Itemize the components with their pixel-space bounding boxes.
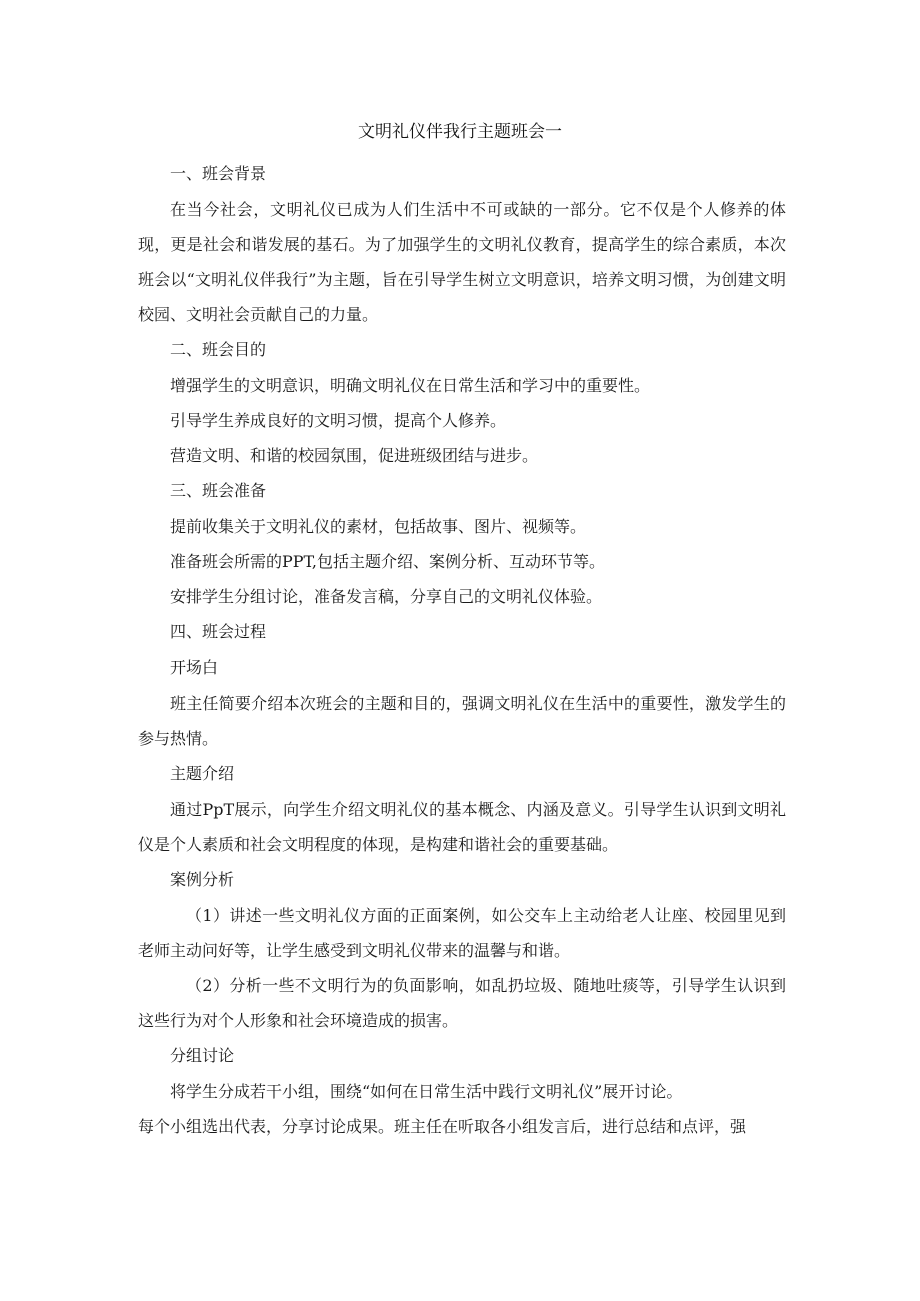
goal-item: 营造文明、和谐的校园氛围，促进班级团结与进步。 bbox=[170, 446, 539, 465]
theme-label: 主题介绍 bbox=[170, 764, 235, 783]
discussion-label: 分组讨论 bbox=[170, 1046, 235, 1065]
section-heading-background: 一、班会背景 bbox=[170, 164, 267, 183]
preparation-item: 提前收集关于文明礼仪的素材，包括故事、图片、视频等。 bbox=[170, 517, 587, 536]
document-body bbox=[138, 156, 786, 1144]
background-paragraph: 在当今社会，文明礼仪已成为人们生活中不可或缺的一部分。它不仅是个人修养的体现，更是社会和谐发展的基石。为了加强学生的文明礼仪教育，提高学生的综合素质，本次班会以“文明礼仪伴我行”为主题，旨在引导学生树立文明意识，培养文明习惯，为创建文明校园、文明社会贡献自己的力量。 bbox=[138, 200, 786, 324]
section-heading-goals: 二、班会目的 bbox=[170, 340, 267, 359]
opening-label: 开场白 bbox=[170, 658, 219, 677]
cases-label: 案例分析 bbox=[170, 870, 235, 889]
case-item: （1）讲述一些文明礼仪方面的正面案例，如公交车上主动给老人让座、校园里见到老师主动问好等，让学生感受到文明礼仪带来的温馨与和谐。 bbox=[138, 906, 786, 960]
section-heading-preparation: 三、班会准备 bbox=[170, 481, 267, 500]
section-heading-process: 四、班会过程 bbox=[170, 622, 267, 641]
document-title: 文明礼仪伴我行主题班会一 bbox=[358, 122, 562, 142]
opening-text: 班主任简要介绍本次班会的主题和目的，强调文明礼仪在生活中的重要性，激发学生的参与热情。 bbox=[138, 694, 786, 748]
preparation-item: 准备班会所需的PPT,包括主题介绍、案例分析、互动环节等。 bbox=[170, 552, 605, 571]
goal-item: 增强学生的文明意识，明确文明礼仪在日常生活和学习中的重要性。 bbox=[170, 376, 651, 395]
preparation-item: 安排学生分组讨论，准备发言稿，分享自己的文明礼仪体验。 bbox=[170, 587, 603, 606]
theme-text: 通过PpT展示，向学生介绍文明礼仪的基本概念、内涵及意义。引导学生认识到文明礼仪是个人素质和社会文明程度的体现，是构建和谐社会的重要基础。 bbox=[138, 800, 786, 854]
goal-item: 引导学生养成良好的文明习惯，提高个人修养。 bbox=[170, 411, 507, 430]
discussion-continuation: 每个小组选出代表，分享讨论成果。班主任在听取各小组发言后，进行总结和点评，强 bbox=[138, 1117, 747, 1136]
discussion-text: 将学生分成若干小组，围绕“如何在日常生活中践行文明礼仪”展开讨论。 bbox=[170, 1082, 683, 1101]
case-item: （2）分析一些不文明行为的负面影响，如乱扔垃圾、随地吐痰等，引导学生认识到这些行为对个人形象和社会环境造成的损害。 bbox=[138, 976, 786, 1030]
